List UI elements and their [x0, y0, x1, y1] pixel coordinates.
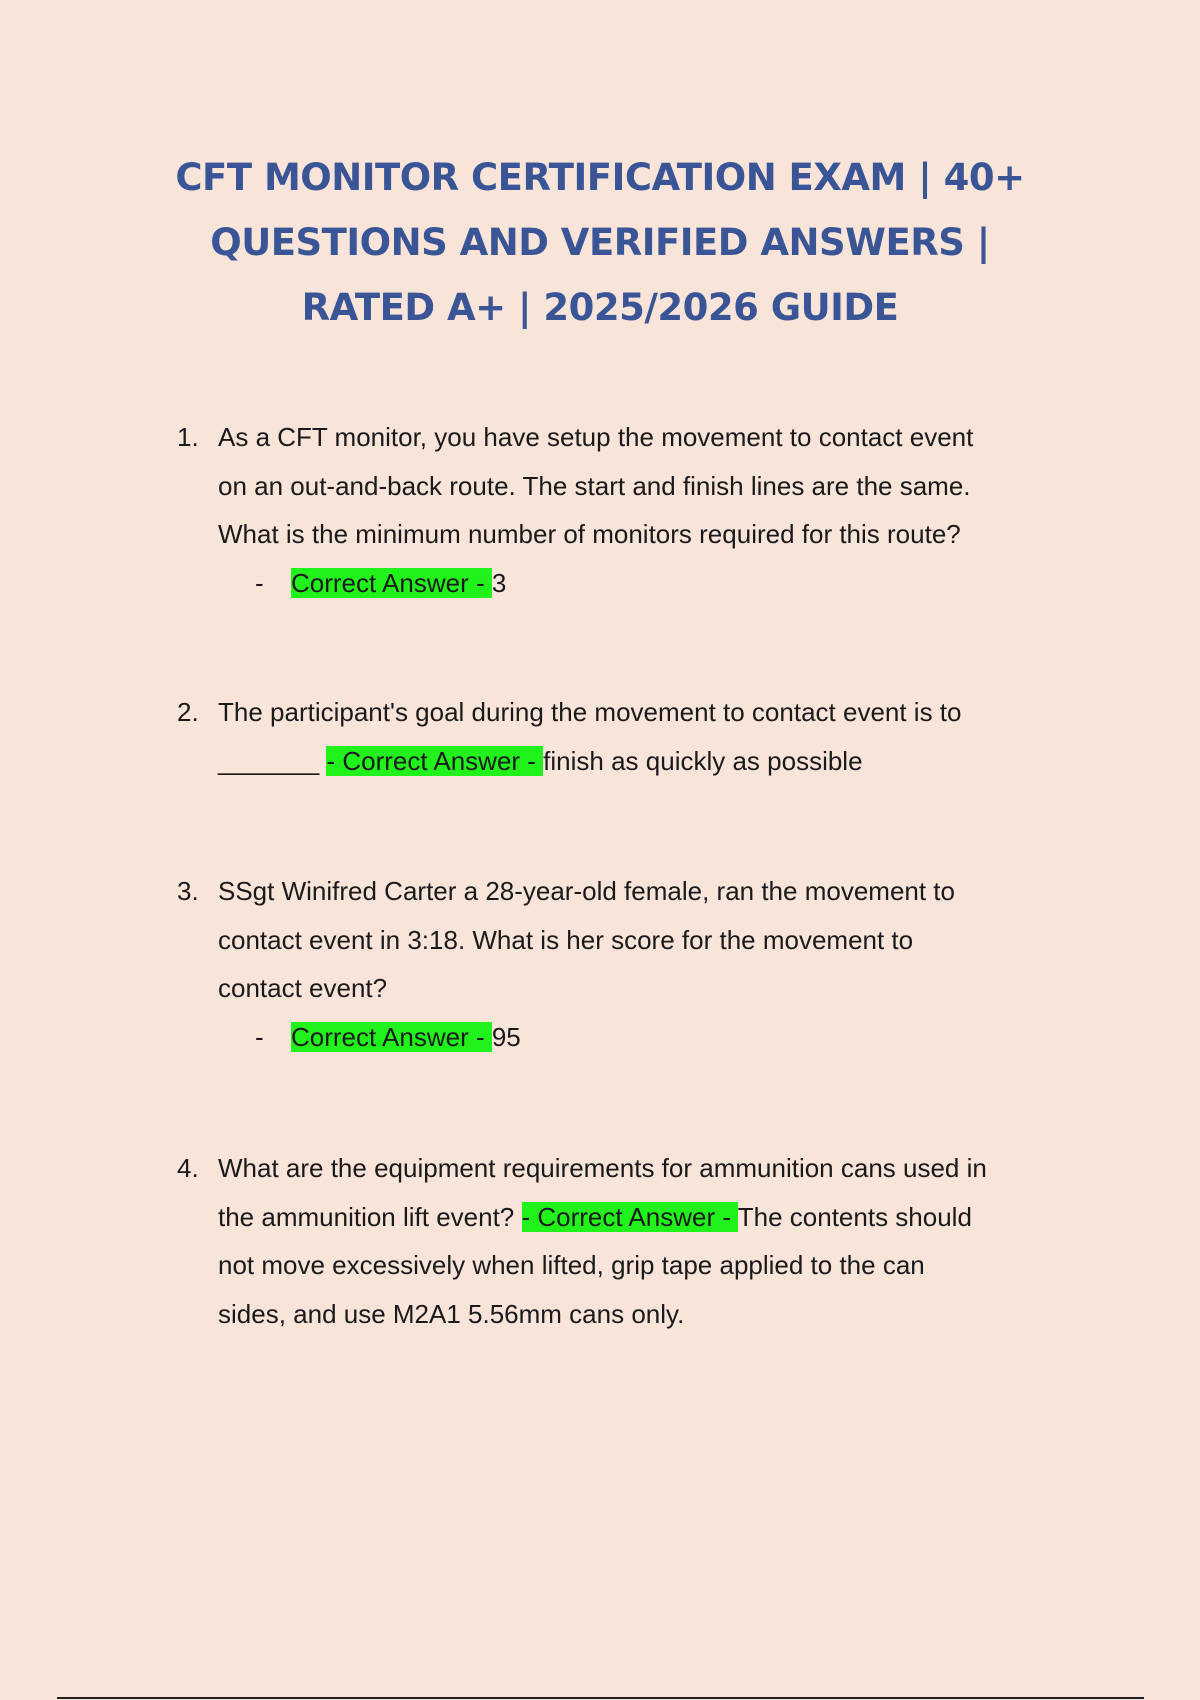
question-text-line: What are the equipment requirements for ammunition cans used in — [218, 1153, 987, 1183]
question-text-line: What is the minimum number of monitors required for this route? — [218, 519, 961, 549]
correct-answer-label: - Correct Answer - — [521, 1201, 738, 1232]
correct-answer-label: - Correct Answer - — [326, 745, 544, 776]
question-text-line: contact event? — [218, 973, 388, 1003]
answer-text: finish as quickly as possible — [543, 745, 863, 776]
answer-text: 3 — [491, 567, 507, 598]
footer-divider — [57, 1697, 1144, 1699]
title-line: CFT MONITOR CERTIFICATION EXAM | 40+ — [175, 156, 1025, 199]
question-number: 3. — [177, 876, 199, 906]
question-answer-line — [218, 1193, 1058, 1242]
answer-text-line: not move excessively when lifted, grip tape applied to the can — [218, 1250, 925, 1280]
question-text-line: The participant's goal during the movement to contact event is to — [218, 697, 962, 727]
question-text-line: on an out-and-back route. The start and finish lines are the same. — [218, 470, 971, 501]
answer-text: The contents should — [737, 1201, 972, 1232]
answer-text: 95 — [491, 1021, 521, 1052]
question-body — [218, 688, 1058, 785]
title-line: RATED A+ | 2025/2026 GUIDE — [301, 286, 899, 329]
question-body — [218, 1144, 1058, 1338]
question-number: 2. — [177, 697, 199, 727]
bullet-dash: - — [255, 1021, 264, 1052]
answer-line — [218, 1013, 1058, 1062]
question-body — [218, 413, 1058, 607]
question-text-line: contact event in 3:18. What is her score for the movement to — [218, 924, 914, 955]
blank-line: _______ — [218, 745, 327, 776]
question-body — [218, 867, 1058, 1061]
question-text-line: As a CFT monitor, you have setup the movement to contact event — [218, 422, 974, 452]
document-title — [150, 145, 1050, 340]
question-text-fragment: the ammunition lift event? — [218, 1201, 522, 1232]
bullet-dash: - — [255, 567, 264, 598]
answer-line — [218, 559, 1058, 608]
answer-text-line: sides, and use M2A1 5.56mm cans only. — [218, 1298, 685, 1329]
question-number: 4. — [177, 1153, 199, 1183]
question-text-line: SSgt Winifred Carter a 28-year-old female, ran the movement to — [218, 876, 955, 906]
title-line: QUESTIONS AND VERIFIED ANSWERS | — [210, 221, 990, 264]
question-number: 1. — [177, 422, 199, 452]
question-answer-line — [218, 737, 1058, 786]
correct-answer-label: Correct Answer - — [291, 1021, 492, 1052]
correct-answer-label: Correct Answer - — [291, 567, 492, 598]
